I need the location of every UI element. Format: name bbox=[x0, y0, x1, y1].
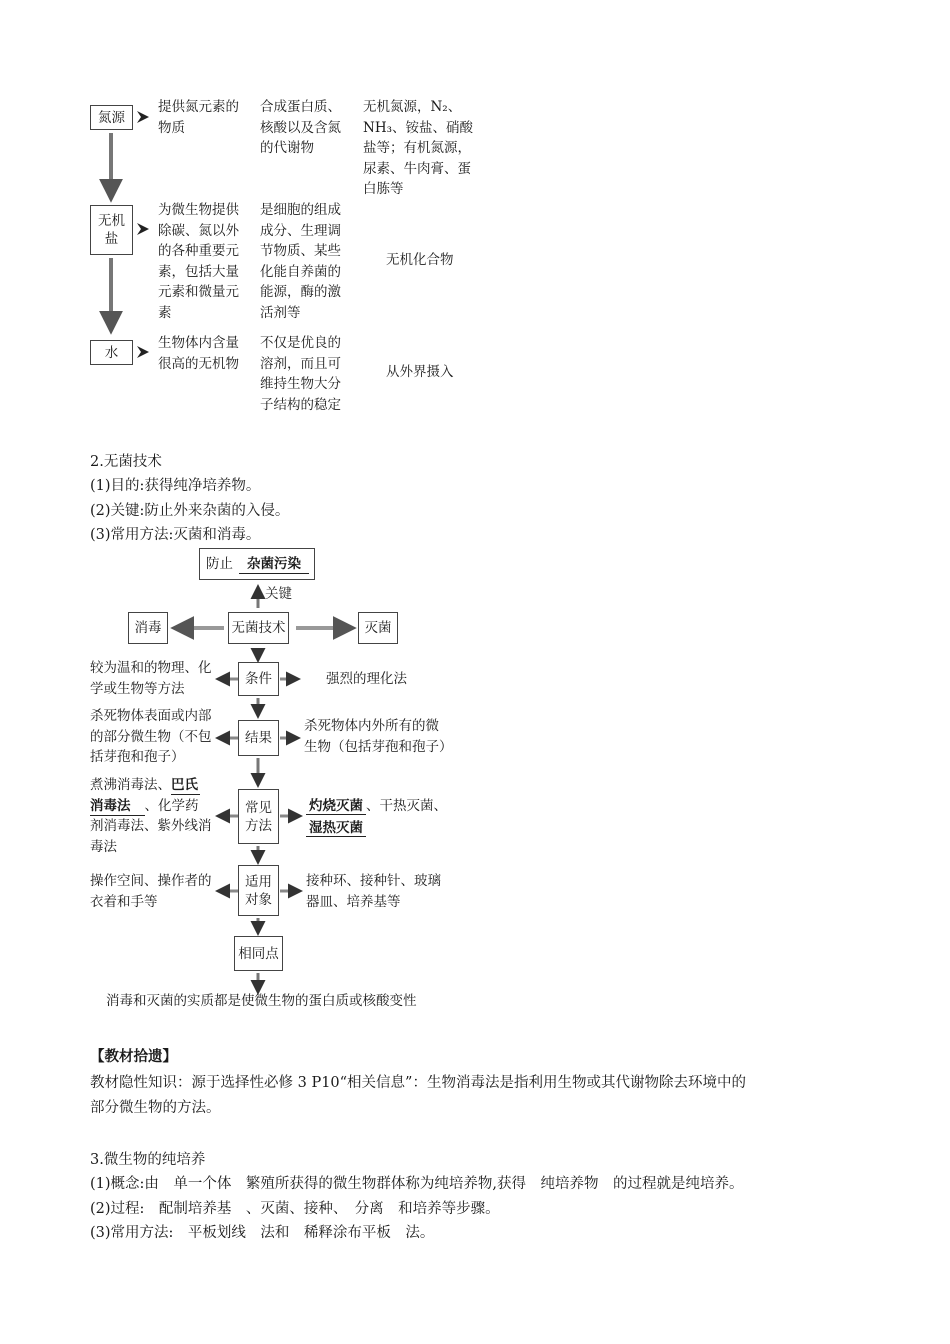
key-label: 关键 bbox=[265, 586, 292, 602]
salt-col1: 为微生物提供 除碳、氮以外 的各种重要元 素，包括大量 元素和微量元 素 bbox=[158, 202, 239, 321]
result-box: 结果 bbox=[238, 720, 279, 756]
prevent-box bbox=[199, 548, 315, 580]
section2-item-2: (2)关键:防止外来杂菌的入侵。 bbox=[90, 503, 290, 519]
nitrogen-col2: 合成蛋白质、 核酸以及含氮 的代谢物 bbox=[260, 99, 341, 156]
result-left: 杀死物体表面或内部 的部分微生物（不包 括芽孢和孢子） bbox=[90, 708, 212, 765]
section2-title: 2.无菌技术 bbox=[90, 454, 162, 470]
supplement-line-1: 教材隐性知识：源于选择性必修 3 P10“相关信息”：生物消毒法是指利用生物或其代谢物除去环境中的 bbox=[90, 1075, 746, 1091]
method-right: 灼烧灭菌 、干热灭菌、 湿热灭菌 bbox=[306, 796, 447, 838]
result-right: 杀死物体内外所有的微 生物（包括芽孢和孢子） bbox=[304, 718, 453, 755]
object-left: 操作空间、操作者的 衣着和手等 bbox=[90, 873, 212, 910]
label-inorganic-salt: 无机 盐 bbox=[90, 205, 133, 255]
supplement-heading: 【教材拾遗】 bbox=[90, 1048, 177, 1065]
water-col3: 从外界摄入 bbox=[386, 364, 454, 380]
method-left: 煮沸消毒法、巴氏 消毒法 、化学药 剂消毒法、紫外线消 毒法 bbox=[90, 777, 212, 855]
section3-item-1: (1)概念:由 单一个体 繁殖所获得的微生物群体称为纯培养物,获得 纯培养物 的过程就是纯培养。 bbox=[90, 1176, 744, 1192]
condition-right: 强烈的理化法 bbox=[326, 671, 407, 687]
prevent-fill: 杂菌污染 bbox=[239, 555, 309, 574]
section2-item-3: (3)常用方法:灭菌和消毒。 bbox=[90, 527, 261, 543]
section3-item-3: (3)常用方法: 平板划线 法和 稀释涂布平板 法。 bbox=[90, 1225, 435, 1241]
object-box: 适用 对象 bbox=[238, 865, 279, 916]
condition-box: 条件 bbox=[238, 662, 279, 696]
nitrogen-col3: 无机氮源，N₂、 NH₃、铵盐、硝酸 盐等；有机氮源， 尿素、牛肉膏、蛋 白胨等 bbox=[363, 99, 473, 197]
label-water: 水 bbox=[90, 340, 133, 365]
label-nitrogen: 氮源 bbox=[90, 105, 133, 130]
nitrogen-col1: 提供氮元素的 物质 bbox=[158, 99, 239, 136]
method-box: 常见 方法 bbox=[238, 789, 279, 844]
section3-item-2: (2)过程: 配制培养基 、灭菌、接种、 分离 和培养等步骤。 bbox=[90, 1201, 500, 1217]
prevent-prefix: 防止 bbox=[206, 556, 233, 572]
water-col2: 不仅是优良的 溶剂，而且可 维持生物大分 子结构的稳定 bbox=[260, 335, 341, 413]
disinfect-box: 消毒 bbox=[128, 612, 168, 644]
section3-title: 3.微生物的纯培养 bbox=[90, 1152, 206, 1168]
supplement-line-2: 部分微生物的方法。 bbox=[90, 1100, 221, 1116]
common-text: 消毒和灭菌的实质都是使微生物的蛋白质或核酸变性 bbox=[106, 993, 417, 1009]
salt-col2: 是细胞的组成 成分、生理调 节物质、某些 化能自养菌的 能源，酶的激 活剂等 bbox=[260, 202, 341, 321]
object-right: 接种环、接种针、玻璃 器皿、培养基等 bbox=[306, 873, 441, 910]
common-box: 相同点 bbox=[234, 936, 283, 971]
water-col1: 生物体内含量 很高的无机物 bbox=[158, 335, 239, 372]
section2-item-1: (1)目的:获得纯净培养物。 bbox=[90, 478, 261, 494]
aseptic-box: 无菌技术 bbox=[228, 612, 289, 644]
sterilize-box: 灭菌 bbox=[358, 612, 398, 644]
condition-left: 较为温和的物理、化 学或生物等方法 bbox=[90, 660, 212, 697]
salt-col3: 无机化合物 bbox=[386, 252, 454, 268]
